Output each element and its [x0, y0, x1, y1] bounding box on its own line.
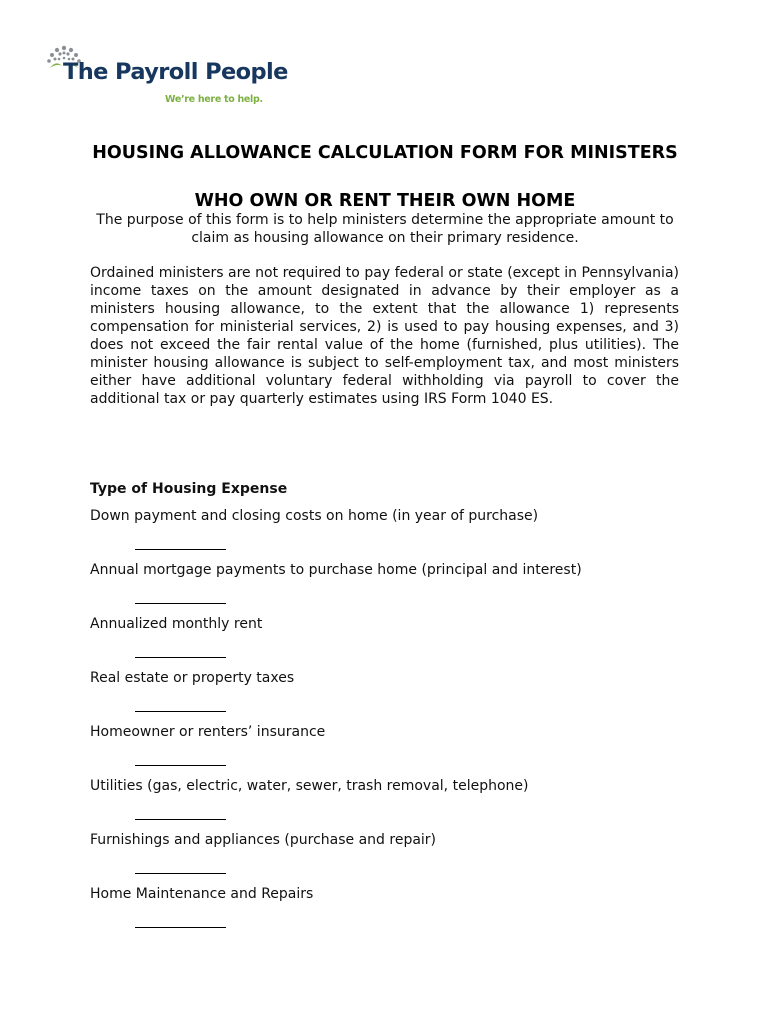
expense-item-insurance	[90, 723, 690, 777]
expense-item-mortgage	[90, 561, 690, 615]
amount-field-utilities[interactable]	[135, 819, 226, 820]
expenses-heading: Type of Housing Expense	[90, 481, 288, 497]
expense-label: Homeowner or renters’ insurance	[90, 724, 326, 740]
expense-label: Home Maintenance and Repairs	[90, 886, 314, 902]
expense-item-property-taxes	[90, 669, 690, 723]
expense-item-utilities	[90, 777, 690, 831]
amount-field-down-payment[interactable]	[135, 549, 226, 550]
company-logo	[44, 44, 324, 110]
expense-item-maintenance	[90, 885, 690, 939]
expense-item-furnishings	[90, 831, 690, 885]
amount-field-mortgage[interactable]	[135, 603, 226, 604]
expense-label: Annual mortgage payments to purchase home (principal and interest)	[90, 562, 582, 578]
expense-label: Down payment and closing costs on home (in year of purchase)	[90, 508, 539, 524]
amount-field-rent[interactable]	[135, 657, 226, 658]
form-title: HOUSING ALLOWANCE CALCULATION FORM FOR MINISTERS	[92, 143, 678, 163]
form-subtitle: WHO OWN OR RENT THEIR OWN HOME	[194, 191, 576, 211]
expense-label: Annualized monthly rent	[90, 616, 263, 632]
amount-field-maintenance[interactable]	[135, 927, 226, 928]
amount-field-furnishings[interactable]	[135, 873, 226, 874]
expense-item-rent	[90, 615, 690, 669]
expense-item-down-payment	[90, 507, 690, 561]
amount-field-insurance[interactable]	[135, 765, 226, 766]
logo-tagline: We’re here to help.	[165, 94, 263, 105]
expense-list	[90, 507, 690, 939]
logo-name: The Payroll People	[63, 59, 288, 85]
expense-label: Utilities (gas, electric, water, sewer, trash removal, telephone)	[90, 778, 529, 794]
expense-label: Real estate or property taxes	[90, 670, 295, 686]
expense-label: Furnishings and appliances (purchase and repair)	[90, 832, 437, 848]
intro-paragraph: Ordained ministers are not required to pay federal or state (except in Pennsylvania) income taxes on the amount designated in advance by their employer as a ministers housing allowance, to the extent that the allowance 1) represents compensation for ministerial services, 2) is used to pay housing expenses, and 3) does not exceed the fair rental value of the home (furnished, plus utilities). The minister housing allowance is subject to self-employment tax, and most ministers either have additional voluntary federal withholding via payroll to cover the additional tax or pay quarterly estimates using IRS Form 1040 ES.	[90, 265, 679, 407]
amount-field-property-taxes[interactable]	[135, 711, 226, 712]
form-purpose: The purpose of this form is to help ministers determine the appropriate amount to claim as housing allowance on their primary residence.	[96, 212, 674, 246]
